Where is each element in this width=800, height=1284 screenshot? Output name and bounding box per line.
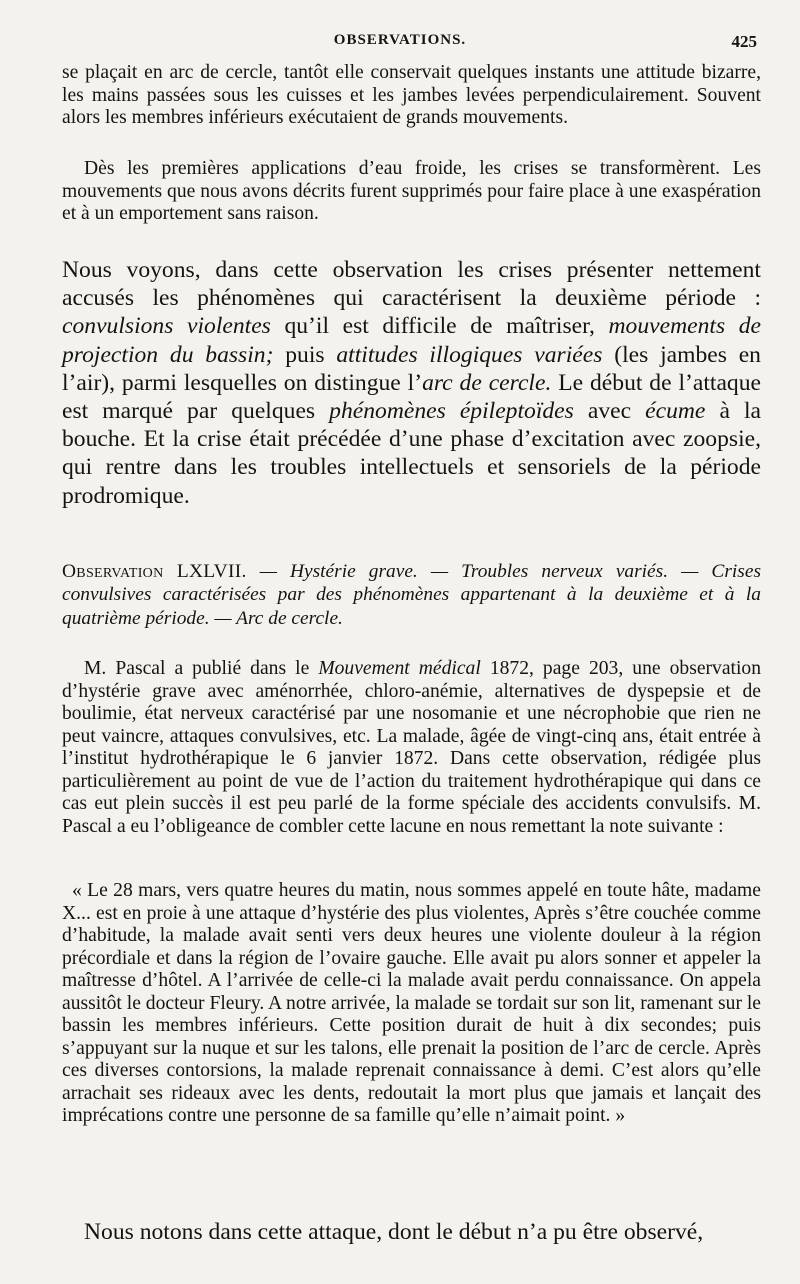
- text-run: avec: [573, 398, 646, 425]
- text-run: 1872, page 203, une observation d’hystérie grave avec aménorrhée, chloro-anémie, alternatives de dyspepsie et de boulimie, état nerveux caractérisé par une nosomanie et une nécrophobie que rien ne peut vaincre, attaques convulsives, etc. La malade, âgée de vingt-cinq ans, était entrée à l’institut hydrothérapique le 6 janvier 1872. Dans cette observation, rédigée plus particulièrement au point de vue de l’action du traitement hydrothérapique qui dans ce cas eut plein succès il est peu parlé de la forme spéciale des accidents convulsifs. M. Pascal a eu l’obligeance de combler cette lacune en nous remettant la note suivante :: [62, 658, 762, 837]
- italic-term: arc de cercle.: [422, 369, 552, 396]
- italic-term: convulsions violentes: [62, 313, 271, 340]
- observation-heading: [62, 560, 761, 630]
- italic-term: mouvements de projection du bassin;: [62, 313, 761, 368]
- paragraph-pascal: [62, 658, 761, 838]
- running-title: OBSERVATIONS.: [333, 32, 467, 48]
- paragraph-cold-water: Dès les premières applications d’eau froide, les crises se transformèrent. Les mouvements que nous avons décrits furent supprimés pour faire place à une exaspération et à un emportement sans raison.: [62, 158, 761, 224]
- text-run: (les jambes en l’air), parmi lesquelles on distingue l’: [62, 341, 761, 396]
- text-run: à la bouche. Et la crise était précédée d’une phase d’excitation avec zoopsie, qui rentre dans les troubles intellectuels et sensoriels de la période prodromique.: [62, 398, 762, 509]
- paragraph-commentary: [62, 256, 761, 510]
- text-run: puis: [273, 341, 337, 368]
- paragraph-quote: « Le 28 mars, vers quatre heures du matin, nous sommes appelé en toute hâte, madame X... est en proie à une attaque d’hystérie des plus violentes, Après s’être couchée comme d’habitude, la malade avait senti vers deux heures une violente douleur à la région précordiale et dans la région de l’ovaire gauche. Elle avait pu alors sonner et appeler la maîtresse d’hôtel. A l’arrivée de celle-ci la malade avait perdu connaissance. On appela aussitôt le docteur Fleury. A notre arrivée, la malade se tordait sur son lit, ramenant sur le bassin les membres inférieurs. Cette position durait de huit à dix secondes; puis s’appuyant sur la nuque et sur les talons, elle prenait la position de l’arc de cercle. Après ces diverses contorsions, la malade reprenait connaissance à demi. C’est alors qu’elle arrachait ses rideaux avec les dents, redoutait la mort plus que jamais et lançait des imprécations contre une personne de sa famille qu’elle n’aimait point. »: [62, 880, 762, 1126]
- italic-term: Mouvement médical: [318, 658, 481, 679]
- page-header: [0, 32, 800, 56]
- text-run: M. Pascal a publié dans le: [84, 658, 319, 679]
- text-run: qu’il est difficile de maîtriser,: [270, 313, 609, 340]
- italic-term: phénomènes épileptoïdes: [329, 398, 574, 425]
- paragraph-continuation: se plaçait en arc de cercle, tantôt elle conservait quelques instants une attitude bizarre, les mains passées sous les cuisses et les jambes levées perpendiculairement. Souvent alors les membres inférieurs exécutaient de grands mouvements.: [62, 62, 761, 128]
- text-run: Le début de l’attaque est marqué par quelques: [62, 369, 761, 425]
- italic-term: attitudes illogiques variées: [336, 341, 603, 368]
- italic-term: écume: [645, 398, 706, 425]
- observation-label: Observation LXLVII.: [62, 561, 247, 582]
- observation-title: — Hystérie grave. — Troubles nerveux variés. — Crises convulsives caractérisées par des phénomènes appartenant à la deuxième et à la quatrième période. — Arc de cercle.: [62, 561, 761, 629]
- page-number: 425: [731, 32, 757, 51]
- text-run: Nous voyons, dans cette observation les crises présenter nettement accusés les phénomènes qui caractérisent la deuxième période :: [62, 257, 761, 312]
- paragraph-final: Nous notons dans cette attaque, dont le début n’a pu être observé,: [84, 1219, 704, 1245]
